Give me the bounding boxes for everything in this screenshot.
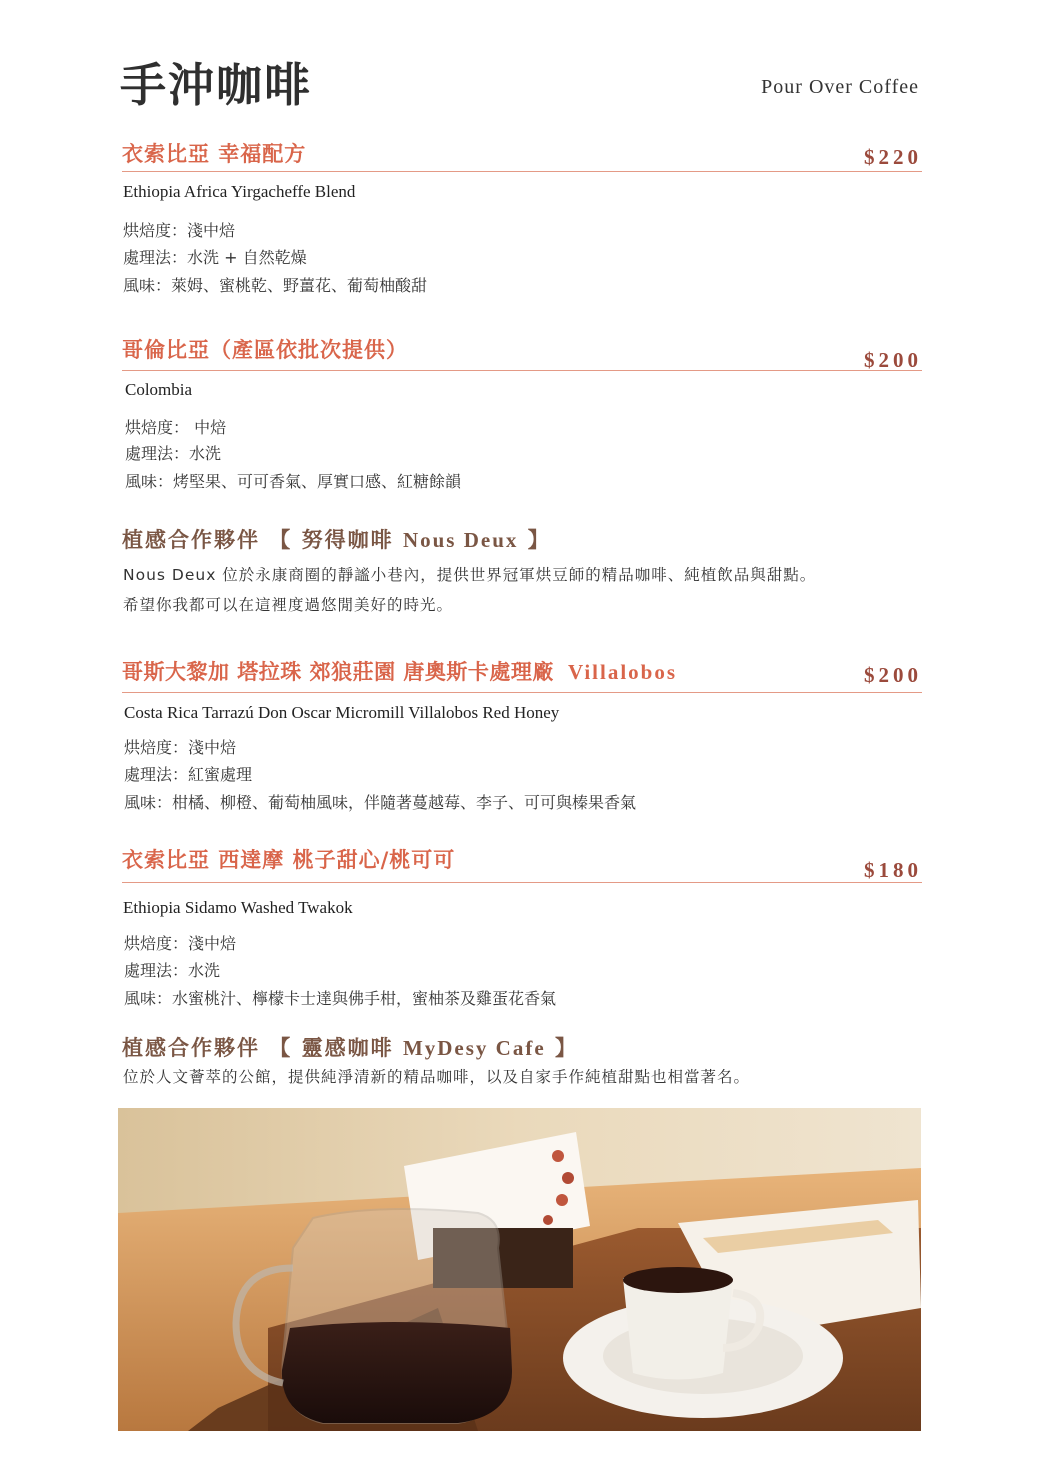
roast-level: 烘焙度：淺中焙 [123, 221, 236, 240]
partner-description: Nous Deux 位於永康商圈的靜謐小巷內，提供世界冠軍烘豆師的精品咖啡、純植飲品與甜點。 [123, 566, 817, 584]
item-price: $200 [864, 348, 922, 372]
item-price: $180 [864, 858, 922, 882]
process-method: 處理法：水洗 [125, 444, 222, 463]
item-name: 哥倫比亞（產區依批次提供） [122, 337, 408, 362]
flavor-notes: 風味：萊姆、蜜桃乾、野薑花、葡萄柚酸甜 [123, 276, 428, 295]
process-method: 處理法：水洗 + 自然乾燥 [123, 248, 307, 267]
item-price: $200 [864, 663, 922, 687]
flavor-notes: 風味：柑橘、柳橙、葡萄柚風味，伴隨著蔓越莓、李子、可可與榛果香氣 [124, 793, 637, 812]
roast-level: 烘焙度：淺中焙 [124, 738, 237, 757]
page-subtitle: Pour Over Coffee [761, 76, 919, 98]
menu-item-header [122, 140, 922, 170]
flavor-notes: 風味：水蜜桃汁、檸檬卡士達與佛手柑，蜜柚茶及雞蛋花香氣 [124, 989, 557, 1008]
menu-item-header [122, 336, 922, 372]
partner-description: 希望你我都可以在這裡度過悠閒美好的時光。 [123, 596, 454, 614]
flavor-notes: 風味：烤堅果、可可香氣、厚實口感、紅糖餘韻 [125, 472, 462, 491]
item-english-name: Ethiopia Africa Yirgacheffe Blend [123, 182, 356, 201]
roast-level: 烘焙度： 中焙 [125, 418, 227, 437]
process-method: 處理法：水洗 [124, 961, 221, 980]
item-name: 哥斯大黎加 塔拉珠 郊狼莊園 唐奧斯卡處理廠 Villalobos [122, 659, 678, 684]
divider [122, 692, 922, 693]
item-price: $220 [864, 145, 922, 169]
page-title: 手沖咖啡 [120, 58, 312, 112]
partner-description: 位於人文薈萃的公館，提供純淨清新的精品咖啡，以及自家手作純植甜點也相當著名。 [123, 1068, 751, 1086]
divider [122, 882, 922, 883]
item-name: 衣索比亞 幸福配方 [122, 141, 307, 166]
item-english-name: Costa Rica Tarrazú Don Oscar Micromill Villalobos Red Honey [124, 703, 560, 722]
divider [122, 171, 922, 172]
partner-title: 植感合作夥伴 【 靈感咖啡 MyDesy Cafe 】 [122, 1035, 578, 1060]
roast-level: 烘焙度：淺中焙 [124, 934, 237, 953]
item-english-name: Colombia [125, 380, 193, 399]
item-english-name: Ethiopia Sidamo Washed Twakok [123, 898, 353, 917]
coffee-photo [118, 1108, 921, 1431]
menu-item-header [122, 846, 922, 882]
menu-item-header [122, 658, 922, 688]
item-name: 衣索比亞 西達摩 桃子甜心/桃可可 [122, 847, 456, 872]
divider [122, 370, 922, 371]
partner-title: 植感合作夥伴 【 努得咖啡 Nous Deux 】 [122, 527, 551, 552]
process-method: 處理法：紅蜜處理 [124, 765, 253, 784]
